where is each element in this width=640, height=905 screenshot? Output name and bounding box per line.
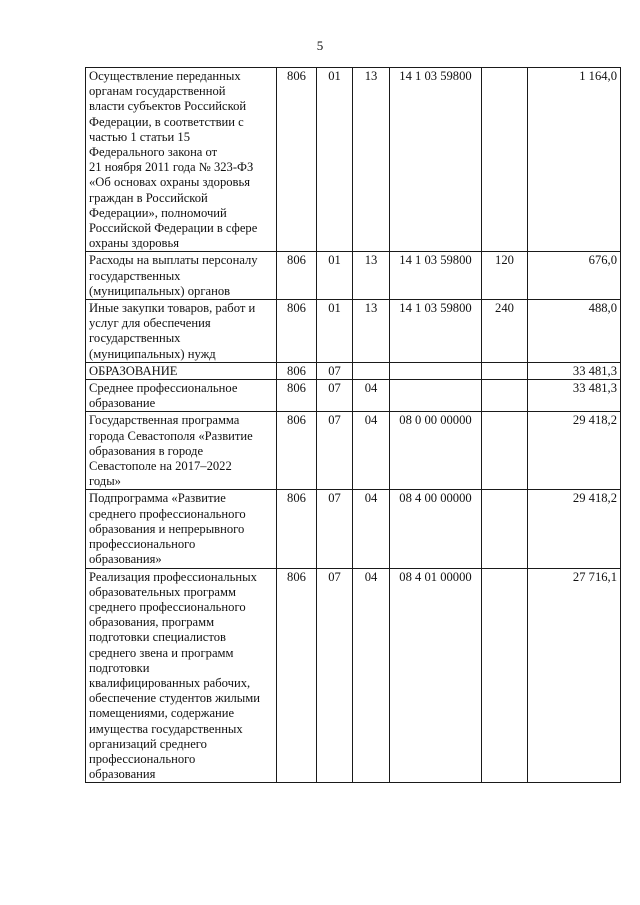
org-code: 806 bbox=[277, 252, 317, 300]
table-row bbox=[86, 252, 621, 300]
expense-type-code bbox=[482, 380, 528, 412]
subsection-code: 04 bbox=[353, 490, 390, 568]
section-code: 07 bbox=[317, 490, 353, 568]
row-name: Подпрограмма «Развитие среднего профессионального образования и непрерывного профессионального образования» bbox=[86, 490, 277, 568]
budget-table bbox=[85, 67, 621, 783]
amount: 29 418,2 bbox=[528, 412, 621, 490]
target-code bbox=[390, 380, 482, 412]
row-name: ОБРАЗОВАНИЕ bbox=[86, 362, 277, 379]
section-code: 07 bbox=[317, 380, 353, 412]
row-name: Иные закупки товаров, работ и услуг для обеспечения государственных (муниципальных) нужд bbox=[86, 300, 277, 363]
row-name: Осуществление переданных органам государственной власти субъектов Российской Федерации, в соответствии с частью 1 статьи 15 Федерального закона от 21 ноября 2011 года № 323-ФЗ «Об основах охраны здоровья граждан в Российской Федерации», полномочий Российской Федерации в сфере охраны здоровья bbox=[86, 68, 277, 252]
table-row bbox=[86, 362, 621, 379]
subsection-code: 04 bbox=[353, 380, 390, 412]
table-row bbox=[86, 380, 621, 412]
section-code: 01 bbox=[317, 252, 353, 300]
subsection-code: 13 bbox=[353, 252, 390, 300]
amount: 676,0 bbox=[528, 252, 621, 300]
org-code: 806 bbox=[277, 490, 317, 568]
section-code: 01 bbox=[317, 68, 353, 252]
target-code: 08 4 00 00000 bbox=[390, 490, 482, 568]
amount: 33 481,3 bbox=[528, 380, 621, 412]
target-code bbox=[390, 362, 482, 379]
org-code: 806 bbox=[277, 412, 317, 490]
amount: 33 481,3 bbox=[528, 362, 621, 379]
org-code: 806 bbox=[277, 380, 317, 412]
subsection-code: 13 bbox=[353, 300, 390, 363]
table-row bbox=[86, 68, 621, 252]
section-code: 01 bbox=[317, 300, 353, 363]
table-row bbox=[86, 412, 621, 490]
page-number: 5 bbox=[316, 38, 324, 53]
target-code: 14 1 03 59800 bbox=[390, 300, 482, 363]
subsection-code: 04 bbox=[353, 412, 390, 490]
subsection-code: 13 bbox=[353, 68, 390, 252]
target-code: 14 1 03 59800 bbox=[390, 252, 482, 300]
org-code: 806 bbox=[277, 362, 317, 379]
amount: 1 164,0 bbox=[528, 68, 621, 252]
subsection-code: 04 bbox=[353, 568, 390, 783]
target-code: 08 0 00 00000 bbox=[390, 412, 482, 490]
amount: 29 418,2 bbox=[528, 490, 621, 568]
org-code: 806 bbox=[277, 68, 317, 252]
expense-type-code: 120 bbox=[482, 252, 528, 300]
expense-type-code bbox=[482, 490, 528, 568]
expense-type-code bbox=[482, 68, 528, 252]
table-row bbox=[86, 490, 621, 568]
table-row bbox=[86, 300, 621, 363]
org-code: 806 bbox=[277, 568, 317, 783]
row-name: Расходы на выплаты персоналу государственных (муниципальных) органов bbox=[86, 252, 277, 300]
expense-type-code bbox=[482, 568, 528, 783]
section-code: 07 bbox=[317, 568, 353, 783]
amount: 488,0 bbox=[528, 300, 621, 363]
row-name: Государственная программа города Севастополя «Развитие образования в городе Севастополе на 2017–2022 годы» bbox=[86, 412, 277, 490]
target-code: 14 1 03 59800 bbox=[390, 68, 482, 252]
table-row bbox=[86, 568, 621, 783]
org-code: 806 bbox=[277, 300, 317, 363]
expense-type-code: 240 bbox=[482, 300, 528, 363]
section-code: 07 bbox=[317, 362, 353, 379]
section-code: 07 bbox=[317, 412, 353, 490]
row-name: Реализация профессиональных образовательных программ среднего профессионального образования, программ подготовки специалистов среднего звена и программ подготовки квалифицированных рабочих, обеспечение студентов жилыми помещениями, содержание имущества государственных организаций среднего профессионального образования bbox=[86, 568, 277, 783]
expense-type-code bbox=[482, 412, 528, 490]
expense-type-code bbox=[482, 362, 528, 379]
row-name: Среднее профессиональное образование bbox=[86, 380, 277, 412]
amount: 27 716,1 bbox=[528, 568, 621, 783]
target-code: 08 4 01 00000 bbox=[390, 568, 482, 783]
subsection-code bbox=[353, 362, 390, 379]
